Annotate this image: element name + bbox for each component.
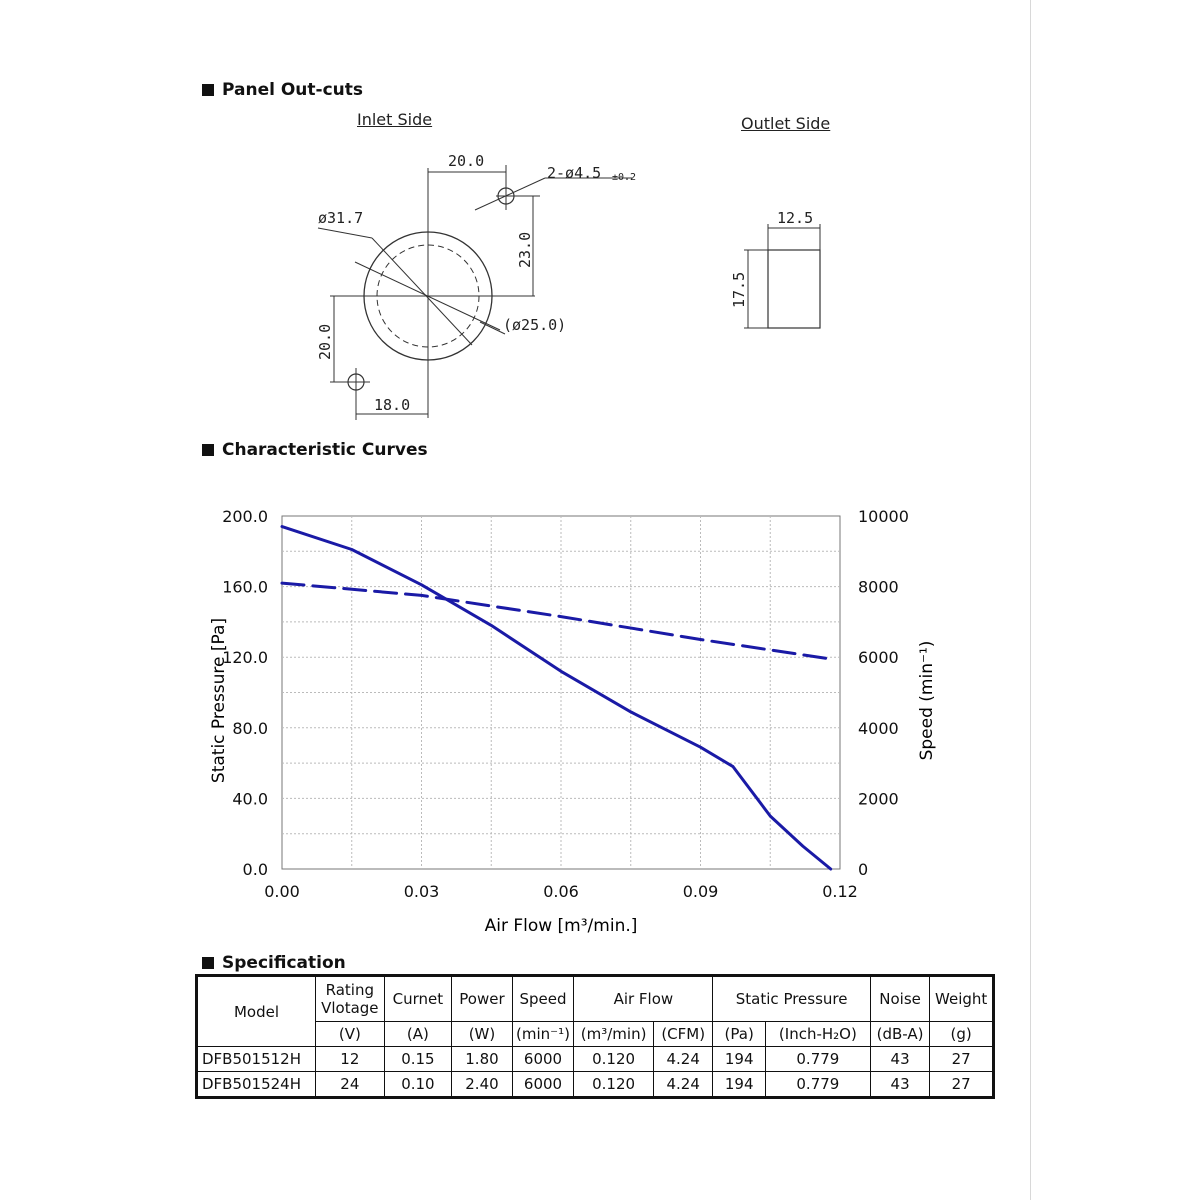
characteristic-chart [0, 480, 1200, 936]
table-row [197, 1047, 994, 1072]
cell-pressure-inch: 0.779 [765, 1047, 870, 1072]
dim-text-12-5: 12.5 [777, 209, 814, 227]
x-tick-label: 0.00 [264, 882, 300, 901]
dim-text-23: 23.0 [516, 231, 534, 268]
header-power: Power [452, 976, 513, 1022]
y-tick-label-left: 0.0 [242, 860, 268, 879]
unit-power: (W) [452, 1022, 513, 1047]
cell-pressure-inch: 0.779 [765, 1072, 870, 1098]
cell-voltage: 12 [316, 1047, 385, 1072]
unit-speed: (min⁻¹) [512, 1022, 574, 1047]
cell-pressure-pa: 194 [713, 1047, 765, 1072]
hole-leader [475, 178, 545, 210]
y-tick-label-right: 2000 [858, 789, 899, 809]
unit-pressure-pa: (Pa) [713, 1022, 765, 1047]
y-tick-label-left: 80.0 [232, 718, 268, 738]
cell-current: 0.10 [384, 1072, 452, 1098]
cell-airflow-cfm: 4.24 [653, 1047, 713, 1072]
y-tick-label-right: 0 [858, 860, 869, 879]
section-characteristic-curves [202, 440, 428, 460]
dim-text-17-5: 17.5 [730, 271, 748, 308]
x-tick-label: 0.06 [543, 882, 579, 901]
dim-text-dia-inner: (ø25.0) [503, 316, 567, 334]
unit-row [197, 1022, 994, 1047]
header-voltage: Rating Vlotage [316, 976, 385, 1022]
section-title: Specification [222, 953, 346, 973]
cell-current: 0.15 [384, 1047, 452, 1072]
header-noise: Noise [870, 976, 930, 1022]
y-tick-label-right: 6000 [858, 648, 899, 668]
cell-noise: 43 [870, 1047, 930, 1072]
static-pressure-curve [282, 527, 831, 869]
x-tick-label: 0.09 [682, 882, 719, 901]
square-bullet-icon [202, 444, 214, 456]
y-tick-label-left: 160.0 [222, 577, 268, 597]
header-airflow: Air Flow [574, 976, 713, 1022]
y-tick-label-right: 4000 [858, 718, 899, 738]
dim-text-hole-tol: ±0.2 [612, 172, 637, 183]
section-title: Characteristic Curves [222, 440, 428, 460]
dim-text-20-left: 20.0 [316, 323, 334, 360]
outlet-cutout-rect [768, 250, 820, 328]
cell-power: 1.80 [452, 1047, 513, 1072]
unit-current: (A) [384, 1022, 452, 1047]
unit-weight: (g) [930, 1022, 994, 1047]
unit-voltage: (V) [316, 1022, 385, 1047]
y-tick-label-right: 10000 [858, 507, 909, 526]
section-title: Panel Out-cuts [222, 80, 364, 100]
cell-airflow-m3: 0.120 [574, 1047, 654, 1072]
inlet-side-title: Inlet Side [357, 110, 433, 129]
y-axis-label-right: Speed (min⁻¹) [917, 640, 937, 761]
x-tick-label: 0.12 [822, 882, 858, 901]
header-row [197, 976, 994, 1022]
y-tick-label-left: 120.0 [222, 648, 268, 668]
header-model: Model [197, 976, 316, 1047]
unit-airflow-cfm: (CFM) [653, 1022, 713, 1047]
unit-pressure-inch: (Inch-H₂O) [765, 1022, 870, 1047]
x-axis-label: Air Flow [m³/min.] [484, 916, 638, 936]
header-speed: Speed [512, 976, 574, 1022]
cell-weight: 27 [930, 1072, 994, 1098]
cell-speed: 6000 [512, 1072, 574, 1098]
section-specification [202, 953, 346, 973]
cell-model: DFB501524H [197, 1072, 316, 1098]
specification-table [195, 974, 995, 1099]
unit-airflow-m3: (m³/min) [574, 1022, 654, 1047]
outlet-side-title: Outlet Side [741, 114, 831, 133]
dim-text-dia-outer: ø31.7 [318, 209, 364, 227]
cell-model: DFB501512H [197, 1047, 316, 1072]
cell-pressure-pa: 194 [713, 1072, 765, 1098]
cell-noise: 43 [870, 1072, 930, 1098]
y-tick-label-right: 8000 [858, 577, 899, 597]
outer-dia-leader-tail [318, 228, 372, 238]
cell-speed: 6000 [512, 1047, 574, 1072]
header-current: Curnet [384, 976, 452, 1022]
dim-text-20-top: 20.0 [448, 152, 485, 170]
speed-curve [282, 583, 831, 659]
cell-power: 2.40 [452, 1072, 513, 1098]
cell-weight: 27 [930, 1047, 994, 1072]
unit-noise: (dB-A) [870, 1022, 930, 1047]
x-tick-label: 0.03 [403, 882, 440, 901]
square-bullet-icon [202, 957, 214, 969]
y-axis-label-left: Static Pressure [Pa] [209, 617, 229, 784]
chart-series [282, 527, 831, 869]
chart-ticks [222, 507, 909, 901]
y-tick-label-left: 200.0 [222, 507, 268, 526]
dim-text-hole: 2-ø4.5 [547, 164, 602, 182]
dim-text-18: 18.0 [374, 396, 411, 414]
header-weight: Weight [930, 976, 994, 1022]
y-tick-label-left: 40.0 [232, 789, 268, 809]
chart-grid [282, 516, 840, 869]
cell-airflow-cfm: 4.24 [653, 1072, 713, 1098]
header-pressure: Static Pressure [713, 976, 870, 1022]
cell-voltage: 24 [316, 1072, 385, 1098]
cell-airflow-m3: 0.120 [574, 1072, 654, 1098]
panel-outcut-drawing [0, 0, 1200, 440]
table-row [197, 1072, 994, 1098]
